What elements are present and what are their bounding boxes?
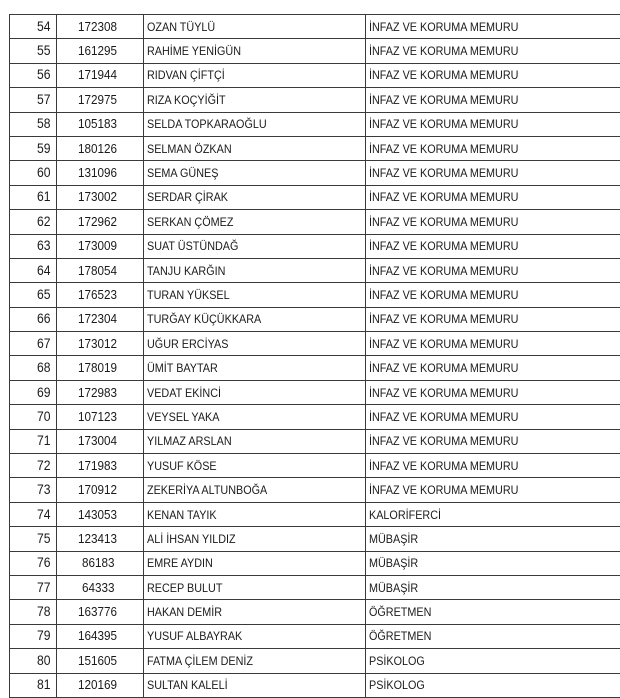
person-name-cell (144, 39, 366, 63)
person-name: EMRE AYDIN (147, 556, 213, 570)
job-title-cell (366, 63, 620, 87)
job-title: MÜBAŞİR (369, 556, 418, 570)
table-row (10, 185, 620, 209)
job-title: ÖĞRETMEN (369, 605, 431, 619)
row-number: 76 (37, 556, 51, 570)
registry-number: 171983 (78, 459, 117, 473)
job-title-cell (366, 405, 620, 429)
job-title: İNFAZ VE KORUMA MEMURU (369, 337, 518, 351)
registry-number-cell (57, 307, 144, 331)
row-number-cell (10, 15, 57, 39)
person-name: KENAN TAYIK (147, 508, 217, 522)
job-title-cell (366, 649, 620, 673)
row-number-cell (10, 502, 57, 526)
person-name: TANJU KARĞIN (147, 264, 225, 278)
person-name-cell (144, 136, 366, 160)
job-title-cell (366, 575, 620, 599)
job-title: ÖĞRETMEN (369, 629, 431, 643)
person-name: RIDVAN ÇİFTÇİ (147, 68, 225, 82)
row-number: 63 (37, 239, 51, 253)
job-title-cell (366, 356, 620, 380)
person-name-cell (144, 356, 366, 380)
row-number: 72 (37, 459, 51, 473)
person-name: TURĞAY KÜÇÜKKARA (147, 312, 261, 326)
row-number-cell (10, 527, 57, 551)
row-number-cell (10, 63, 57, 87)
job-title-cell (366, 429, 620, 453)
table-row (10, 15, 620, 39)
person-name: SULTAN KALELİ (147, 678, 228, 692)
registry-number: 172962 (78, 215, 117, 229)
registry-number: 173004 (78, 434, 117, 448)
job-title: MÜBAŞİR (369, 581, 418, 595)
job-title-cell (366, 600, 620, 624)
row-number: 68 (37, 361, 51, 375)
job-title: İNFAZ VE KORUMA MEMURU (369, 190, 518, 204)
person-name-cell (144, 502, 366, 526)
row-number-cell (10, 624, 57, 648)
person-name-cell (144, 600, 366, 624)
row-number-cell (10, 600, 57, 624)
row-number: 60 (37, 166, 51, 180)
table-row (10, 380, 620, 404)
row-number: 81 (37, 678, 51, 692)
registry-number-cell (57, 600, 144, 624)
table-row (10, 88, 620, 112)
row-number: 66 (37, 312, 51, 326)
job-title-cell (366, 332, 620, 356)
row-number-cell (10, 551, 57, 575)
registry-number: 107123 (78, 410, 117, 424)
table-row (10, 673, 620, 697)
person-name: UĞUR ERCİYAS (147, 337, 228, 351)
job-title-cell (366, 185, 620, 209)
job-title-cell (366, 39, 620, 63)
person-name: ZEKERİYA ALTUNBOĞA (147, 483, 267, 497)
person-name: VEDAT EKİNCİ (147, 386, 221, 400)
person-name: SUAT ÜSTÜNDAĞ (147, 239, 238, 253)
row-number-cell (10, 575, 57, 599)
table-row (10, 405, 620, 429)
registry-number-cell (57, 527, 144, 551)
person-name-cell (144, 380, 366, 404)
row-number: 77 (37, 581, 51, 595)
registry-number: 143053 (78, 508, 117, 522)
row-number-cell (10, 112, 57, 136)
job-title: İNFAZ VE KORUMA MEMURU (369, 459, 518, 473)
person-name: FATMA ÇİLEM DENİZ (147, 654, 253, 668)
job-title: İNFAZ VE KORUMA MEMURU (369, 483, 518, 497)
registry-number-cell (57, 575, 144, 599)
job-title-cell (366, 283, 620, 307)
registry-number: 161295 (78, 44, 117, 58)
job-title-cell (366, 258, 620, 282)
registry-number-cell (57, 185, 144, 209)
row-number: 73 (37, 483, 51, 497)
row-number: 78 (37, 605, 51, 619)
person-name-cell (144, 673, 366, 697)
job-title-cell (366, 380, 620, 404)
job-title-cell (366, 502, 620, 526)
row-number: 74 (37, 508, 51, 522)
table-row (10, 551, 620, 575)
table-row (10, 234, 620, 258)
row-number-cell (10, 380, 57, 404)
person-name: YILMAZ ARSLAN (147, 434, 232, 448)
row-number-cell (10, 39, 57, 63)
person-name: SERDAR ÇİRAK (147, 190, 228, 204)
registry-number: 151605 (78, 654, 117, 668)
registry-number-cell (57, 405, 144, 429)
registry-number: 105183 (78, 117, 117, 131)
registry-number: 172304 (78, 312, 117, 326)
table-row (10, 356, 620, 380)
row-number: 79 (37, 629, 51, 643)
table-row (10, 527, 620, 551)
row-number: 58 (37, 117, 51, 131)
job-title-cell (366, 136, 620, 160)
registry-number-cell (57, 478, 144, 502)
table-row (10, 478, 620, 502)
registry-number-cell (57, 624, 144, 648)
person-name-cell (144, 551, 366, 575)
row-number-cell (10, 258, 57, 282)
row-number: 67 (37, 337, 51, 351)
registry-number-cell (57, 136, 144, 160)
person-name: RECEP BULUT (147, 581, 222, 595)
registry-number-cell (57, 39, 144, 63)
person-name-cell (144, 112, 366, 136)
table-row (10, 39, 620, 63)
job-title: İNFAZ VE KORUMA MEMURU (369, 20, 518, 34)
row-number: 80 (37, 654, 51, 668)
table-row (10, 624, 620, 648)
person-name-cell (144, 88, 366, 112)
registry-number-cell (57, 161, 144, 185)
table-row (10, 454, 620, 478)
table-row (10, 600, 620, 624)
row-number-cell (10, 429, 57, 453)
row-number: 62 (37, 215, 51, 229)
row-number-cell (10, 478, 57, 502)
row-number: 71 (37, 434, 51, 448)
job-title: İNFAZ VE KORUMA MEMURU (369, 239, 518, 253)
person-name: OZAN TÜYLÜ (147, 20, 215, 34)
row-number: 55 (37, 44, 51, 58)
job-title: İNFAZ VE KORUMA MEMURU (369, 288, 518, 302)
row-number-cell (10, 673, 57, 697)
person-name: RIZA KOÇYİĞİT (147, 93, 226, 107)
job-title: İNFAZ VE KORUMA MEMURU (369, 142, 518, 156)
job-title: İNFAZ VE KORUMA MEMURU (369, 264, 518, 278)
registry-number-cell (57, 332, 144, 356)
registry-number: 86183 (82, 556, 115, 570)
table-row (10, 575, 620, 599)
person-name-cell (144, 234, 366, 258)
registry-number: 120169 (78, 678, 117, 692)
row-number: 65 (37, 288, 51, 302)
table-row (10, 136, 620, 160)
registry-number-cell (57, 502, 144, 526)
registry-number: 173012 (78, 337, 117, 351)
person-name: VEYSEL YAKA (147, 410, 219, 424)
job-title: İNFAZ VE KORUMA MEMURU (369, 361, 518, 375)
personnel-table (9, 14, 620, 698)
row-number-cell (10, 161, 57, 185)
person-name: SERKAN ÇÖMEZ (147, 215, 233, 229)
row-number: 54 (37, 20, 51, 34)
row-number-cell (10, 210, 57, 234)
registry-number: 163776 (78, 605, 117, 619)
registry-number: 172308 (78, 20, 117, 34)
registry-number: 176523 (78, 288, 117, 302)
job-title-cell (366, 161, 620, 185)
table-row (10, 649, 620, 673)
registry-number: 173002 (78, 190, 117, 204)
registry-number: 131096 (78, 166, 117, 180)
row-number: 56 (37, 68, 51, 82)
person-name: SEMA GÜNEŞ (147, 166, 218, 180)
row-number-cell (10, 649, 57, 673)
registry-number-cell (57, 210, 144, 234)
row-number-cell (10, 185, 57, 209)
job-title: İNFAZ VE KORUMA MEMURU (369, 410, 518, 424)
table-row (10, 161, 620, 185)
person-name-cell (144, 15, 366, 39)
row-number-cell (10, 234, 57, 258)
person-name-cell (144, 649, 366, 673)
job-title: MÜBAŞİR (369, 532, 418, 546)
person-name: YUSUF KÖSE (147, 459, 217, 473)
job-title: İNFAZ VE KORUMA MEMURU (369, 68, 518, 82)
registry-number: 171944 (78, 68, 117, 82)
registry-number: 123413 (78, 532, 117, 546)
row-number-cell (10, 454, 57, 478)
registry-number-cell (57, 258, 144, 282)
person-name-cell (144, 478, 366, 502)
job-title: PSİKOLOG (369, 678, 425, 692)
person-name-cell (144, 405, 366, 429)
job-title: KALORİFERCİ (369, 508, 441, 522)
registry-number-cell (57, 380, 144, 404)
job-title-cell (366, 15, 620, 39)
job-title-cell (366, 307, 620, 331)
person-name-cell (144, 161, 366, 185)
registry-number: 170912 (78, 483, 117, 497)
person-name-cell (144, 258, 366, 282)
job-title: İNFAZ VE KORUMA MEMURU (369, 386, 518, 400)
row-number-cell (10, 405, 57, 429)
job-title: İNFAZ VE KORUMA MEMURU (369, 434, 518, 448)
registry-number: 64333 (82, 581, 115, 595)
person-name-cell (144, 63, 366, 87)
row-number-cell (10, 307, 57, 331)
person-name-cell (144, 283, 366, 307)
registry-number: 164395 (78, 629, 117, 643)
registry-number-cell (57, 454, 144, 478)
job-title-cell (366, 624, 620, 648)
person-name-cell (144, 624, 366, 648)
row-number: 69 (37, 386, 51, 400)
registry-number: 178019 (78, 361, 117, 375)
person-name-cell (144, 307, 366, 331)
table-row (10, 258, 620, 282)
job-title-cell (366, 234, 620, 258)
registry-number-cell (57, 15, 144, 39)
registry-number-cell (57, 63, 144, 87)
registry-number-cell (57, 551, 144, 575)
person-name-cell (144, 185, 366, 209)
person-name: TURAN YÜKSEL (147, 288, 230, 302)
registry-number: 172983 (78, 386, 117, 400)
job-title: PSİKOLOG (369, 654, 425, 668)
person-name-cell (144, 210, 366, 234)
row-number: 59 (37, 142, 51, 156)
job-title: İNFAZ VE KORUMA MEMURU (369, 312, 518, 326)
registry-number: 172975 (78, 93, 117, 107)
table-body (10, 15, 620, 698)
job-title-cell (366, 478, 620, 502)
registry-number-cell (57, 88, 144, 112)
row-number-cell (10, 356, 57, 380)
table-row (10, 502, 620, 526)
person-name: SELDA TOPKARAOĞLU (147, 117, 267, 131)
person-name: RAHİME YENİGÜN (147, 44, 241, 58)
table-row (10, 112, 620, 136)
person-name-cell (144, 454, 366, 478)
job-title-cell (366, 551, 620, 575)
table-row (10, 307, 620, 331)
job-title-cell (366, 454, 620, 478)
registry-number-cell (57, 234, 144, 258)
registry-number-cell (57, 649, 144, 673)
row-number: 61 (37, 190, 51, 204)
row-number: 64 (37, 264, 51, 278)
row-number-cell (10, 136, 57, 160)
person-name-cell (144, 429, 366, 453)
job-title-cell (366, 112, 620, 136)
job-title-cell (366, 210, 620, 234)
job-title: İNFAZ VE KORUMA MEMURU (369, 215, 518, 229)
job-title-cell (366, 673, 620, 697)
person-name: ÜMİT BAYTAR (147, 361, 218, 375)
row-number: 57 (37, 93, 51, 107)
job-title: İNFAZ VE KORUMA MEMURU (369, 93, 518, 107)
job-title: İNFAZ VE KORUMA MEMURU (369, 166, 518, 180)
job-title: İNFAZ VE KORUMA MEMURU (369, 44, 518, 58)
job-title-cell (366, 88, 620, 112)
person-name: YUSUF ALBAYRAK (147, 629, 242, 643)
row-number-cell (10, 88, 57, 112)
row-number-cell (10, 332, 57, 356)
person-name-cell (144, 332, 366, 356)
registry-number: 180126 (78, 142, 117, 156)
registry-number-cell (57, 112, 144, 136)
table-row (10, 429, 620, 453)
person-name: ALİ İHSAN YILDIZ (147, 532, 236, 546)
registry-number: 173009 (78, 239, 117, 253)
table-row (10, 283, 620, 307)
row-number: 70 (37, 410, 51, 424)
registry-number: 178054 (78, 264, 117, 278)
person-name: HAKAN DEMİR (147, 605, 222, 619)
person-name-cell (144, 527, 366, 551)
job-title: İNFAZ VE KORUMA MEMURU (369, 117, 518, 131)
table-row (10, 332, 620, 356)
row-number: 75 (37, 532, 51, 546)
table-row (10, 210, 620, 234)
job-title-cell (366, 527, 620, 551)
registry-number-cell (57, 283, 144, 307)
row-number-cell (10, 283, 57, 307)
table-row (10, 63, 620, 87)
person-name-cell (144, 575, 366, 599)
registry-number-cell (57, 673, 144, 697)
registry-number-cell (57, 356, 144, 380)
person-name: SELMAN ÖZKAN (147, 142, 232, 156)
registry-number-cell (57, 429, 144, 453)
